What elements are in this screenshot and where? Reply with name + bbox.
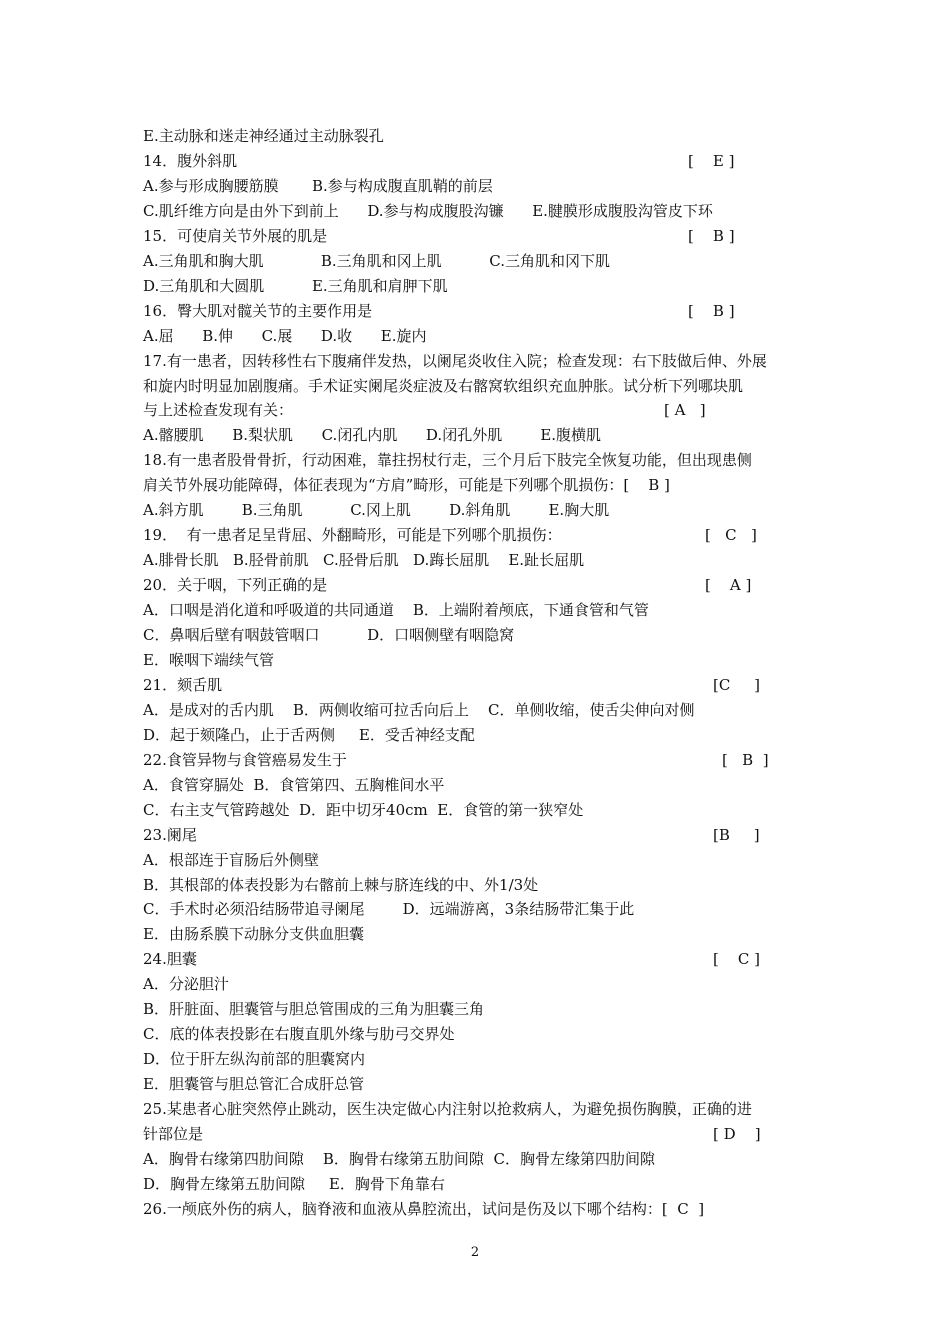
answer-bracket: [C ] [713,675,761,694]
text-line: 15．可使肩关节外展的肌是 [143,226,328,245]
answer-bracket: [ D ] [713,1125,761,1143]
answer-bracket: [ B ] [722,750,769,769]
text-line: A.屈 B.伸 C.展 D.收 E.旋内 [143,326,427,345]
text-line: A.参与形成胸腰筋膜 B.参与构成腹直肌鞘的前层 [143,176,493,195]
text-line: A．根部连于盲肠后外侧壁 [143,850,319,869]
text-line: 14．腹外斜肌 [143,151,238,170]
text-line: 针部位是 [143,1125,204,1143]
text-line: 22.食管异物与食管癌易发生于 [143,750,347,769]
text-line: 和旋内时明显加剧腹痛。手术证实阑尾炎症波及右髂窝软组织充血肿胀。试分析下列哪块肌 [143,376,744,395]
text-line: C．鼻咽后壁有咽鼓管咽口 D．口咽侧壁有咽隐窝 [143,626,515,644]
text-line: 19． 有一患者足呈背屈、外翻畸形，可能是下列哪个肌损伤： [143,526,562,545]
text-line: A．分泌胆汁 [143,975,229,994]
text-line: C．手术时必须沿结肠带追寻阑尾 D．远端游离，3条结肠带汇集于此 [143,900,635,919]
text-line: D．起于颏隆凸，止于舌两侧 E．受舌神经支配 [143,725,475,744]
text-line: A．食管穿膈处 B．食管第四、五胸椎间水平 [143,775,445,794]
text-line: E．喉咽下端续气管 [143,650,274,669]
answer-bracket: [ E ] [688,151,735,170]
text-line: 21．颏舌肌 [143,675,223,694]
text-line: 20．关于咽，下列正确的是 [143,576,328,595]
text-line: A.三角肌和胸大肌 B.三角肌和冈上肌 C.三角肌和冈下肌 [143,251,611,270]
answer-bracket: [ A ] [664,401,706,420]
answer-bracket: [ C ] [713,950,761,969]
text-line: 23.阑尾 [143,825,197,844]
text-line: E．由肠系膜下动脉分支供血胆囊 [143,925,364,944]
text-line: C.肌纤维方向是由外下到前上 D.参与构成腹股沟镰 E.腱膜形成腹股沟管皮下环 [143,201,713,220]
text-line: A．是成对的舌内肌 B．两侧收缩可拉舌向后上 C．单侧收缩，使舌尖伸向对侧 [143,700,695,719]
text-line: C．底的体表投影在右腹直肌外缘与肋弓交界处 [143,1025,455,1044]
text-line: 26.一颅底外伤的病人，脑脊液和血液从鼻腔流出，试问是伤及以下哪个结构：[ C ] [143,1199,705,1218]
text-line: A．胸骨右缘第四肋间隙 B．胸骨右缘第五肋间隙 C．胸骨左缘第四肋间隙 [143,1149,655,1168]
text-line: 17.有一患者，因转移性右下腹痛伴发热，以阑尾炎收住入院；检查发现：右下肢做后伸、外展 [143,351,767,370]
text-line: D.三角肌和大圆肌 E.三角肌和肩胛下肌 [143,276,448,295]
text-line: 24.胆囊 [143,950,197,969]
text-line: D．胸骨左缘第五肋间隙 E．胸骨下角靠右 [143,1174,445,1193]
answer-bracket: [ A ] [705,576,752,595]
answer-bracket: [B ] [713,825,760,844]
text-line: D．位于肝左纵沟前部的胆囊窝内 [143,1050,366,1069]
text-line: E.主动脉和迷走神经通过主动脉裂孔 [143,127,384,145]
text-line: C．右主支气管跨越处 D．距中切牙40cm E．食管的第一狭窄处 [143,800,584,819]
text-line: 25.某患者心脏突然停止跳动，医生决定做心内注射以抢救病人，为避免损伤胸膜，正确的进 [143,1100,752,1119]
text-line: B．肝脏面、胆囊管与胆总管围成的三角为胆囊三角 [143,1000,485,1019]
text-line: 与上述检查发现有关： [143,401,294,420]
text-line: 16．臀大肌对髋关节的主要作用是 [143,301,373,320]
text-line: 肩关节外展功能障碍，体征表现为“方肩”畸形，可能是下列哪个肌损伤：[ B ] [143,476,670,495]
text-line: A.腓骨长肌 B.胫骨前肌 C.胫骨后肌 D.踇长屈肌 E.趾长屈肌 [143,551,585,570]
answer-bracket: [ B ] [688,226,735,245]
text-line: A.髂腰肌 B.梨状肌 C.闭孔内肌 D.闭孔外肌 E.腹横肌 [143,426,602,445]
answer-bracket: [ C ] [705,526,757,545]
text-line: B．其根部的体表投影为右髂前上棘与脐连线的中、外1/3处 [143,875,539,894]
text-line: A.斜方肌 B.三角肌 C.冈上肌 D.斜角肌 E.胸大肌 [143,501,610,520]
text-line: 18.有一患者股骨骨折，行动困难，靠拄拐杖行走，三个月后下肢完全恢复功能，但出现患侧 [143,451,752,470]
page-number: 2 [470,1245,480,1260]
text-line: A．口咽是消化道和呼吸道的共同通道 B．上端附着颅底，下通食管和气管 [143,601,649,620]
answer-bracket: [ B ] [688,301,735,320]
text-line: E．胆囊管与胆总管汇合成肝总管 [143,1075,364,1094]
